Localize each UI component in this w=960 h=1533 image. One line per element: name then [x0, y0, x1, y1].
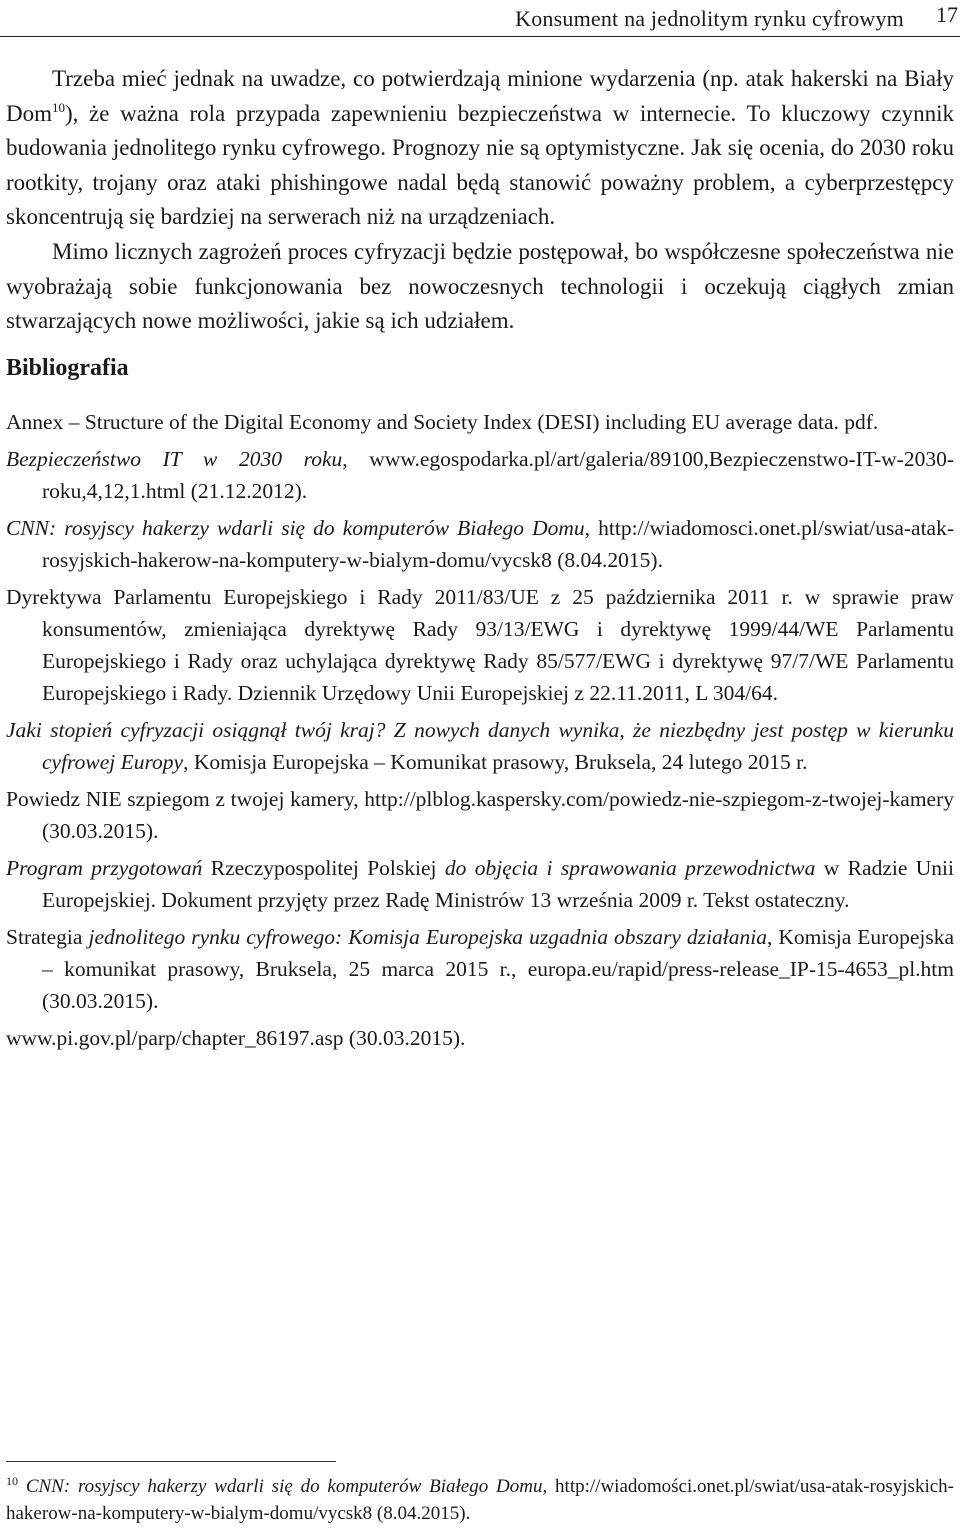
- footnote-text: , http://wiadomości.onet.pl/swiat/usa-atak-rosyjskich-hakerow-na-komputery-w-bialym-domu/vycsk8 (8.04.2015).: [6, 1476, 954, 1524]
- paragraph-2: Mimo licznych zagrożeń proces cyfryzacji będzie postępował, bo współczesne społeczeństwa nie wyobrażają sobie funkcjonowania bez nowoczesnych technologii i oczekują ciągłych zmian stwarzających nowe możliwości, jakie są ich udziałem.: [6, 238, 954, 334]
- main-text: [6, 62, 954, 1059]
- bib-entry-text: Powiedz NIE szpiegom z twojej kamery, http://plblog.kaspersky.com/powiedz-nie-szpiegom-z-twojej-kamery (30.03.2015).: [6, 786, 954, 843]
- bib-entry-title-middle: Rzeczypospolitej Polskiej: [202, 855, 445, 880]
- bib-entry-text: , Komisja Europejska – Komunikat prasowy, Bruksela, 24 lutego 2015 r.: [183, 749, 808, 774]
- footnote-number: 10: [6, 1474, 18, 1488]
- bib-entry-text: Dyrektywa Parlamentu Europejskiego i Rady 2011/83/UE z 25 października 2011 r. w sprawie praw konsumentów, zmieniająca dyrektywę Rady 93/13/EWG i dyrektywę 1999/44/WE Parlamentu Europejskiego i Rady oraz uchylająca dyrektywę Rady 85/577/EWG i dyrektywę 97/7/WE Parlamentu Europejskiego i Rady. Dziennik Urzędowy Unii Europejskiej z 22.11.2011, L 304/64.: [6, 584, 954, 705]
- bib-entry-title: Bezpieczeństwo IT w 2030 roku: [6, 446, 343, 471]
- footnote-reference: 10: [52, 99, 65, 115]
- bibliography-list: [6, 406, 954, 1054]
- page-header: [0, 0, 960, 37]
- paragraph-1: [6, 62, 954, 235]
- bib-entry-9: [6, 1022, 954, 1054]
- bib-entry-8: [6, 921, 954, 1017]
- bib-entry-4: [6, 581, 954, 709]
- bib-entry-title: CNN: rosyjscy hakerzy wdarli się do komputerów Białego Domu: [6, 515, 585, 540]
- footnote-10: [6, 1473, 954, 1527]
- bib-entry-3: [6, 512, 954, 576]
- bib-entry-title: jednolitego rynku cyfrowego: Komisja Europejska uzgadnia obszary działania: [88, 924, 767, 949]
- bib-entry-text: , www.egospodarka.pl/art/galeria/89100,Bezpieczenstwo-IT-w-2030-roku,4,12,1.html (21.12.2012).: [42, 446, 954, 503]
- bib-entry-title: Jaki stopień cyfryzacji osiągnął twój kraj? Z nowych danych wynika, że niezbędny jest postęp w kierunku cyfrowej Europy: [6, 717, 954, 774]
- bib-entry-text: Annex – Structure of the Digital Economy and Society Index (DESI) including EU average data. pdf.: [6, 409, 879, 434]
- bib-entry-lead: Strategia: [6, 924, 89, 949]
- bib-entry-5: [6, 714, 954, 778]
- bib-entry-6: [6, 783, 954, 847]
- bib-entry-title-part-a: Program przygotowań: [6, 855, 203, 880]
- bibliography-heading: Bibliografia: [6, 354, 129, 381]
- bib-entry-text: www.pi.gov.pl/parp/chapter_86197.asp (30.03.2015).: [6, 1025, 466, 1050]
- bib-entry-text: , http://wiadomosci.onet.pl/swiat/usa-atak-rosyjskich-hakerow-na-komputery-w-bialym-domu/vycsk8 (8.04.2015).: [42, 515, 955, 572]
- footnote-separator: [6, 1461, 336, 1462]
- bib-entry-2: [6, 443, 954, 507]
- bib-entry-1: [6, 406, 954, 438]
- bib-entry-text: w Radzie Unii Europejskiej. Dokument przyjęty przez Radę Ministrów 13 września 2009 r. Tekst ostateczny.: [42, 855, 955, 912]
- footnote-title: CNN: rosyjscy hakerzy wdarli się do komputerów Białego Domu: [25, 1476, 543, 1497]
- bib-entry-title-part-b: do objęcia i sprawowania przewodnictwa: [444, 855, 816, 880]
- bib-entry-text: , Komisja Europejska – komunikat prasowy, Bruksela, 25 marca 2015 r., europa.eu/rapid/press-release_IP-15-4653_pl.htm (30.03.2015).: [42, 924, 955, 1013]
- page-number: 17: [936, 2, 958, 27]
- paragraph-1-text-a: Trzeba mieć jednak na uwadze, co potwierdzają minione wydarzenia (np. atak hakerski na Biały Dom: [6, 66, 954, 126]
- paragraph-1-text-b: ), że ważna rola przypada zapewnieniu bezpieczeństwa w internecie. To kluczowy czynnik budowania jednolitego rynku cyfrowego. Prognozy nie są optymistyczne. Jak się ocenia, do 2030 roku rootkity, trojany oraz ataki phishingowe nadal będą stanowić poważny problem, a cyberprzestępcy skoncentrują się bardziej na serwerach niż na urządzeniach.: [6, 100, 954, 230]
- running-title: Konsument na jednolitym rynku cyfrowym: [515, 6, 904, 31]
- bib-entry-7: [6, 852, 954, 916]
